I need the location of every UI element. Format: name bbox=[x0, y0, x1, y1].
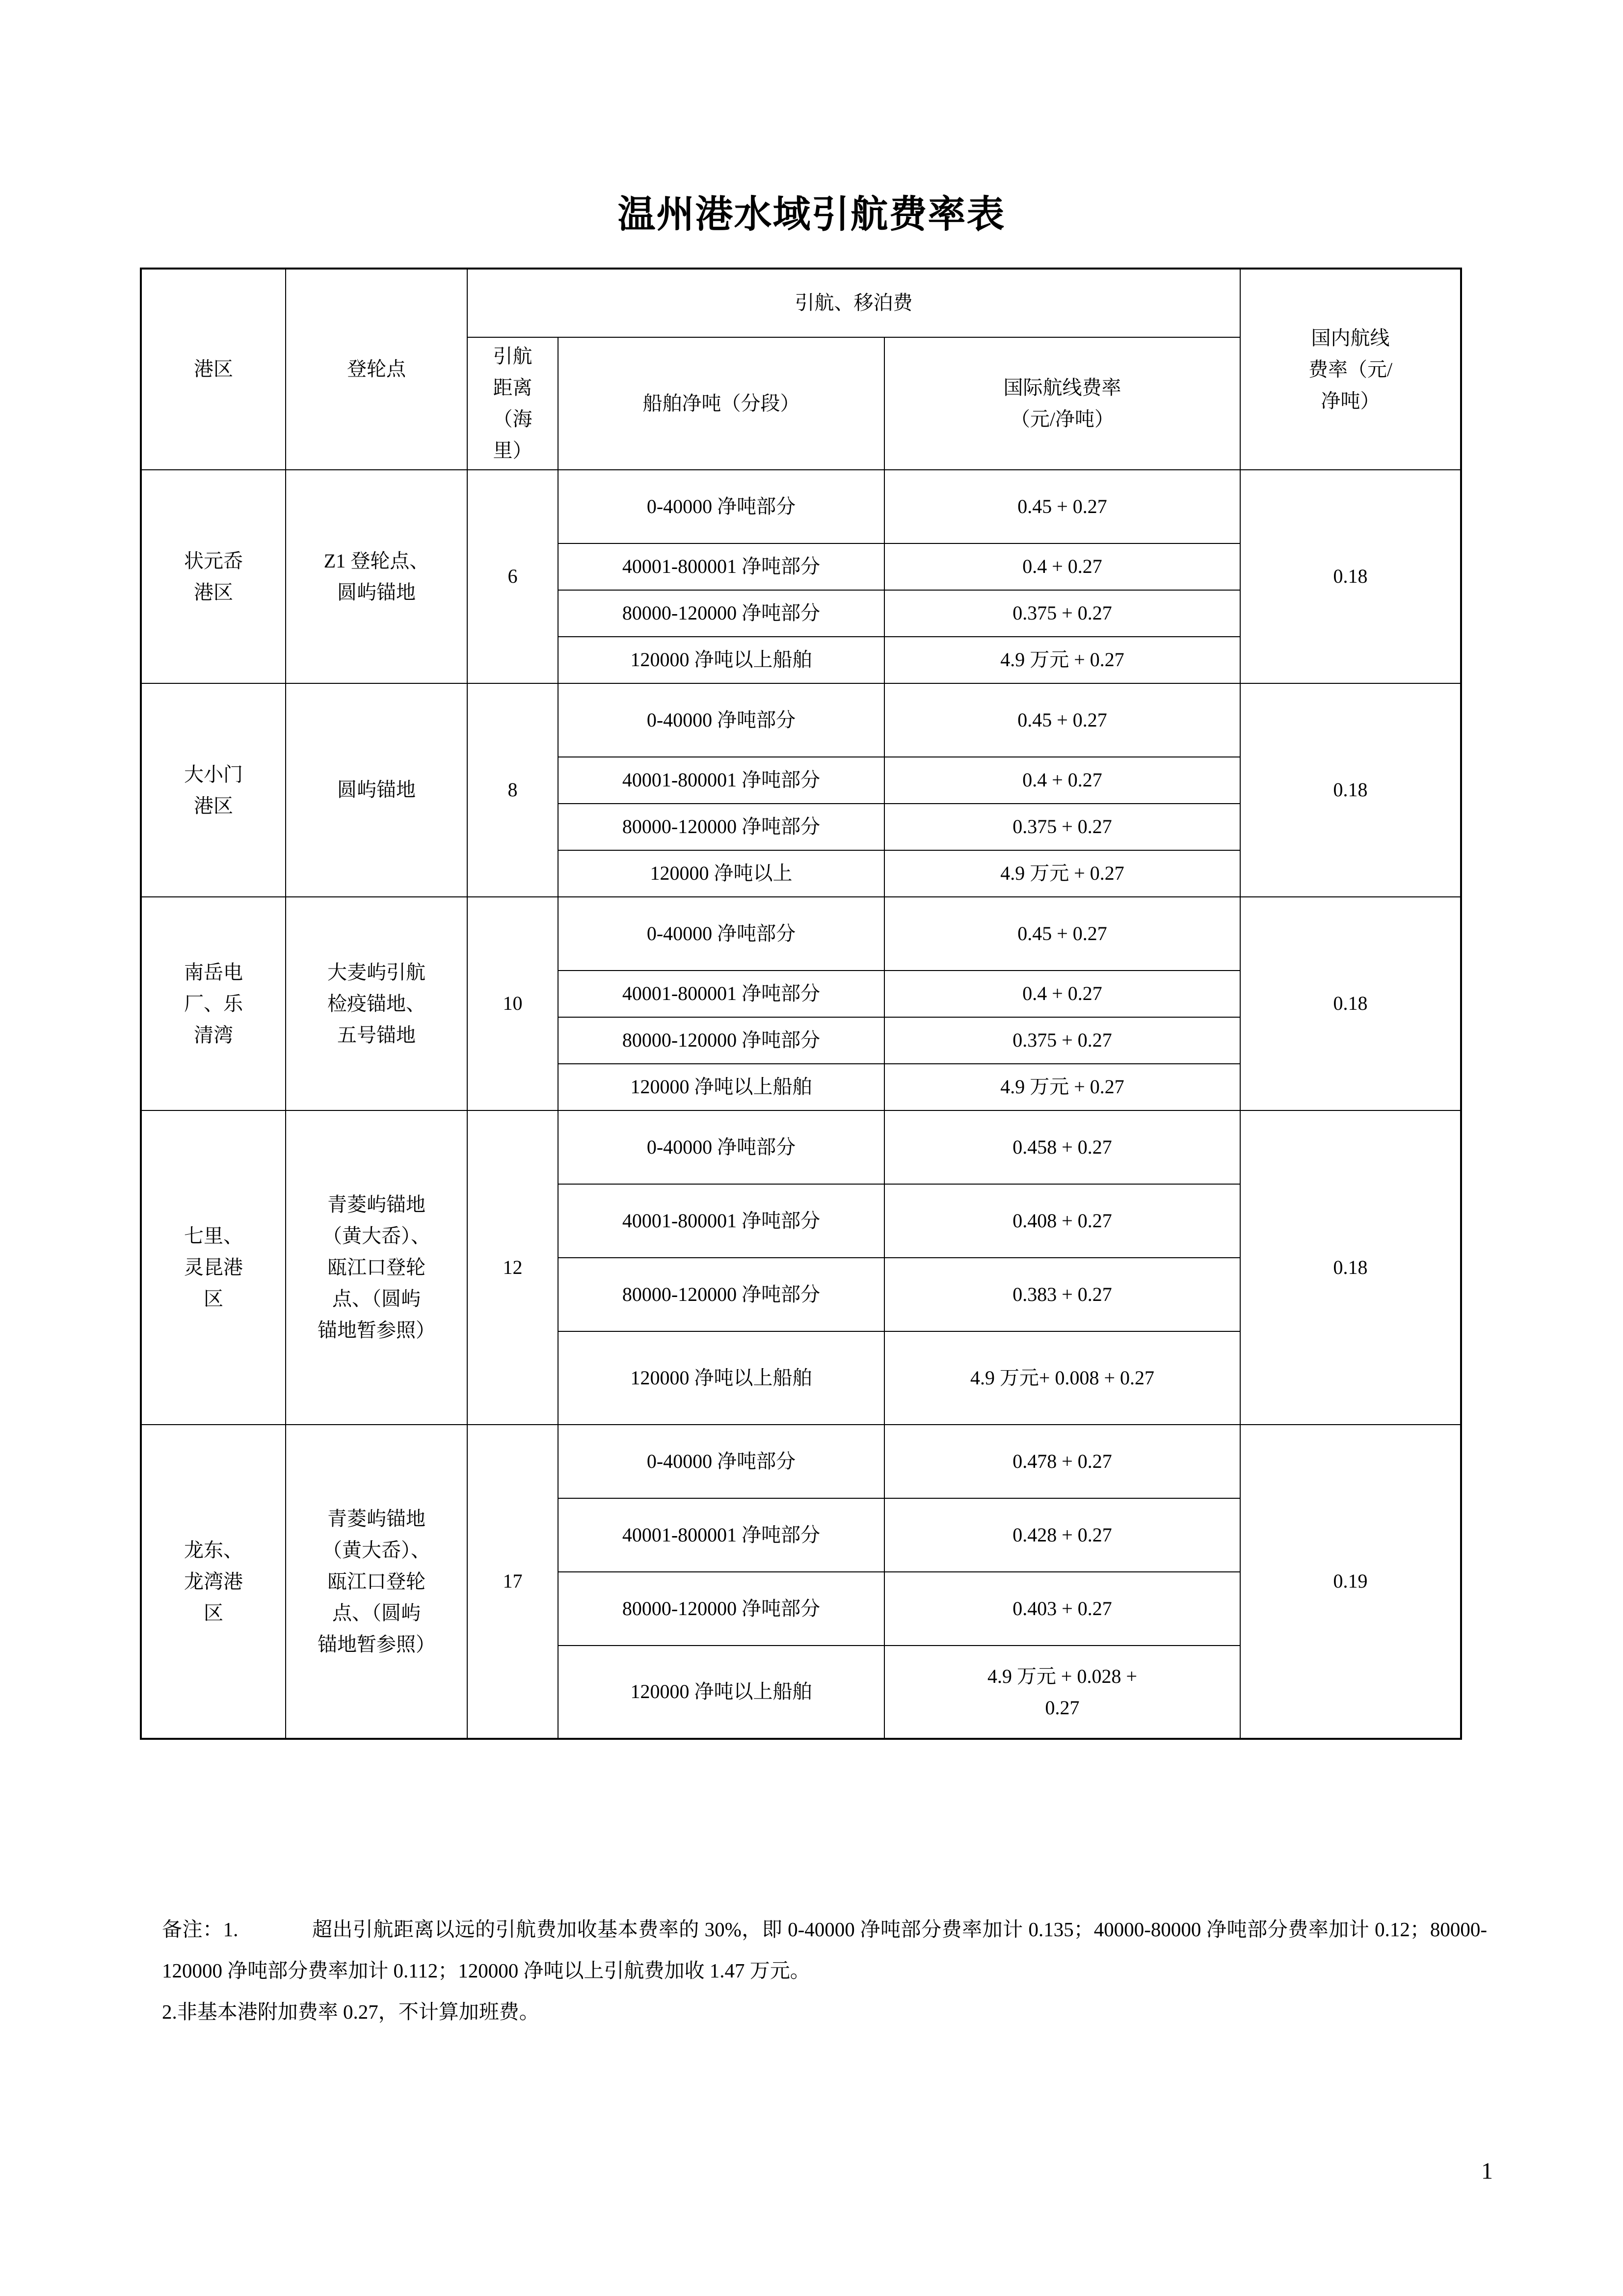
notes-section bbox=[162, 1909, 1487, 2032]
cell-intl-rate: 0.458 + 0.27 bbox=[884, 1110, 1240, 1184]
port-area-line1: 大小门 bbox=[184, 763, 243, 785]
port-area-line2: 灵昆港 bbox=[184, 1256, 243, 1278]
boarding-point-line1: 青菱屿锚地 bbox=[327, 1193, 426, 1216]
cell-tonnage: 0-40000 净吨部分 bbox=[558, 470, 884, 543]
cell-intl-rate: 0.4 + 0.27 bbox=[884, 971, 1240, 1017]
boarding-point-line1: Z1 登轮点、 bbox=[323, 549, 429, 572]
cell-intl-rate: 0.428 + 0.27 bbox=[884, 1498, 1240, 1572]
table-row bbox=[141, 1110, 1461, 1184]
cell-tonnage: 120000 净吨以上船舶 bbox=[558, 1064, 884, 1110]
header-boarding-point: 登轮点 bbox=[286, 269, 467, 470]
cell-tonnage: 40001-800001 净吨部分 bbox=[558, 971, 884, 1017]
cell-tonnage: 40001-800001 净吨部分 bbox=[558, 1184, 884, 1258]
header-domestic-rate bbox=[1240, 269, 1461, 470]
header-domestic-rate-line1: 国内航线 bbox=[1311, 326, 1390, 349]
cell-distance: 8 bbox=[467, 683, 558, 897]
cell-intl-rate bbox=[884, 1646, 1240, 1739]
table-row bbox=[141, 683, 1461, 757]
cell-tonnage: 120000 净吨以上船舶 bbox=[558, 1646, 884, 1739]
boarding-point-line2: 圆屿锚地 bbox=[337, 581, 416, 603]
cell-intl-rate: 0.4 + 0.27 bbox=[884, 543, 1240, 590]
cell-distance: 10 bbox=[467, 897, 558, 1110]
cell-domestic-rate: 0.18 bbox=[1240, 470, 1461, 683]
cell-boarding-point bbox=[286, 470, 467, 683]
cell-tonnage: 120000 净吨以上 bbox=[558, 850, 884, 897]
header-intl-rate bbox=[884, 337, 1240, 470]
cell-tonnage: 40001-800001 净吨部分 bbox=[558, 1498, 884, 1572]
header-distance-line3: （海 bbox=[493, 408, 532, 430]
cell-intl-rate: 0.383 + 0.27 bbox=[884, 1258, 1240, 1331]
cell-intl-rate: 0.45 + 0.27 bbox=[884, 470, 1240, 543]
cell-boarding-point bbox=[286, 1425, 467, 1739]
cell-distance: 12 bbox=[467, 1110, 558, 1425]
note-1-number: 1. bbox=[223, 1918, 239, 1941]
note-2 bbox=[162, 1991, 1487, 2032]
boarding-point-line3: 五号锚地 bbox=[337, 1024, 416, 1046]
boarding-point-line3: 瓯江口登轮 bbox=[327, 1570, 426, 1593]
cell-distance: 6 bbox=[467, 470, 558, 683]
boarding-point-line1: 大麦屿引航 bbox=[327, 961, 426, 983]
cell-tonnage: 120000 净吨以上船舶 bbox=[558, 637, 884, 683]
cell-port-area bbox=[141, 1425, 286, 1739]
notes-label: 备注： bbox=[162, 1918, 223, 1941]
header-intl-rate-line2: （元/净吨） bbox=[1010, 408, 1115, 430]
port-area-line3: 清湾 bbox=[194, 1024, 233, 1046]
pilotage-rate-table bbox=[140, 268, 1462, 1740]
cell-port-area bbox=[141, 1110, 286, 1425]
cell-tonnage: 80000-120000 净吨部分 bbox=[558, 804, 884, 850]
table-row bbox=[141, 897, 1461, 971]
cell-tonnage: 40001-800001 净吨部分 bbox=[558, 543, 884, 590]
boarding-point-line5: 锚地暂参照） bbox=[318, 1319, 435, 1341]
boarding-point-line2: （黄大岙）、 bbox=[322, 1225, 430, 1247]
cell-intl-rate: 4.9 万元 + 0.27 bbox=[884, 850, 1240, 897]
boarding-point-line5: 锚地暂参照） bbox=[318, 1633, 435, 1655]
header-distance bbox=[467, 337, 558, 470]
cell-port-area bbox=[141, 683, 286, 897]
header-pilot-fee-group: 引航、移泊费 bbox=[467, 269, 1240, 337]
cell-tonnage: 0-40000 净吨部分 bbox=[558, 683, 884, 757]
header-port-area: 港区 bbox=[141, 269, 286, 470]
cell-tonnage: 80000-120000 净吨部分 bbox=[558, 1572, 884, 1646]
page-title: 温州港水域引航费率表 bbox=[617, 193, 1006, 236]
cell-intl-rate: 0.375 + 0.27 bbox=[884, 1017, 1240, 1064]
header-distance-line1: 引航 bbox=[493, 345, 532, 367]
cell-boarding-point: 圆屿锚地 bbox=[286, 683, 467, 897]
cell-intl-rate: 0.408 + 0.27 bbox=[884, 1184, 1240, 1258]
cell-boarding-point bbox=[286, 897, 467, 1110]
cell-boarding-point bbox=[286, 1110, 467, 1425]
cell-domestic-rate: 0.18 bbox=[1240, 1110, 1461, 1425]
port-area-line1: 南岳电 bbox=[184, 961, 243, 983]
cell-tonnage: 40001-800001 净吨部分 bbox=[558, 757, 884, 804]
boarding-point-line4: 点、（圆屿 bbox=[332, 1601, 421, 1624]
port-area-line2: 港区 bbox=[194, 794, 233, 817]
intl-rate-line1: 4.9 万元 + 0.028 + bbox=[987, 1665, 1138, 1687]
cell-intl-rate: 4.9 万元+ 0.008 + 0.27 bbox=[884, 1331, 1240, 1425]
cell-domestic-rate: 0.19 bbox=[1240, 1425, 1461, 1739]
boarding-point-line2: 检疫锚地、 bbox=[327, 992, 426, 1015]
boarding-point-line3: 瓯江口登轮 bbox=[327, 1256, 426, 1278]
header-intl-rate-line1: 国际航线费率 bbox=[1003, 377, 1121, 399]
port-area-line1: 七里、 bbox=[184, 1225, 243, 1247]
note-2-text: 2.非基本港附加费率 0.27，不计算加班费。 bbox=[162, 2000, 539, 2024]
cell-intl-rate: 0.375 + 0.27 bbox=[884, 804, 1240, 850]
cell-tonnage: 0-40000 净吨部分 bbox=[558, 1425, 884, 1498]
cell-intl-rate: 0.478 + 0.27 bbox=[884, 1425, 1240, 1498]
cell-distance: 17 bbox=[467, 1425, 558, 1739]
cell-tonnage: 120000 净吨以上船舶 bbox=[558, 1331, 884, 1425]
cell-intl-rate: 0.375 + 0.27 bbox=[884, 590, 1240, 637]
header-distance-line4: 里） bbox=[493, 439, 532, 461]
cell-domestic-rate: 0.18 bbox=[1240, 683, 1461, 897]
cell-intl-rate: 0.45 + 0.27 bbox=[884, 897, 1240, 971]
port-area-line2: 厂、乐 bbox=[184, 992, 243, 1015]
page-number: 1 bbox=[1481, 2158, 1493, 2184]
table-row bbox=[141, 470, 1461, 543]
port-area-line2: 龙湾港 bbox=[184, 1570, 243, 1593]
table-row bbox=[141, 1425, 1461, 1498]
cell-tonnage: 80000-120000 净吨部分 bbox=[558, 1017, 884, 1064]
header-domestic-rate-line3: 净吨） bbox=[1321, 389, 1380, 412]
table-header-row-group bbox=[141, 269, 1461, 337]
port-area-line1: 龙东、 bbox=[184, 1539, 243, 1561]
note-1-text: 超出引航距离以远的引航费加收基本费率的 30%，即 0-40000 净吨部分费率加计 0.135；40000-80000 净吨部分费率加计 0.12；80000-120000 净吨部分费率加计 0.112；120000 净吨以上引航费加收 1.47 万元。 bbox=[162, 1918, 1488, 1982]
cell-port-area bbox=[141, 897, 286, 1110]
cell-intl-rate: 0.4 + 0.27 bbox=[884, 757, 1240, 804]
boarding-point-line2: （黄大岙）、 bbox=[322, 1539, 430, 1561]
port-area-line2: 港区 bbox=[194, 581, 233, 603]
cell-tonnage: 0-40000 净吨部分 bbox=[558, 1110, 884, 1184]
port-area-line3: 区 bbox=[204, 1601, 223, 1624]
port-area-line3: 区 bbox=[204, 1288, 223, 1310]
cell-port-area bbox=[141, 470, 286, 683]
cell-intl-rate: 4.9 万元 + 0.27 bbox=[884, 1064, 1240, 1110]
header-domestic-rate-line2: 费率（元/ bbox=[1308, 358, 1393, 380]
note-1 bbox=[162, 1909, 1487, 1991]
cell-tonnage: 80000-120000 净吨部分 bbox=[558, 590, 884, 637]
header-net-tonnage: 船舶净吨（分段） bbox=[558, 337, 884, 470]
cell-tonnage: 0-40000 净吨部分 bbox=[558, 897, 884, 971]
cell-intl-rate: 0.45 + 0.27 bbox=[884, 683, 1240, 757]
cell-intl-rate: 4.9 万元 + 0.27 bbox=[884, 637, 1240, 683]
port-area-line1: 状元岙 bbox=[184, 549, 243, 572]
boarding-point-line1: 青菱屿锚地 bbox=[327, 1507, 426, 1530]
intl-rate-line2: 0.27 bbox=[1045, 1696, 1080, 1719]
cell-domestic-rate: 0.18 bbox=[1240, 897, 1461, 1110]
header-distance-line2: 距离 bbox=[493, 377, 532, 399]
boarding-point-line4: 点、（圆屿 bbox=[332, 1288, 421, 1310]
cell-intl-rate: 0.403 + 0.27 bbox=[884, 1572, 1240, 1646]
cell-tonnage: 80000-120000 净吨部分 bbox=[558, 1258, 884, 1331]
